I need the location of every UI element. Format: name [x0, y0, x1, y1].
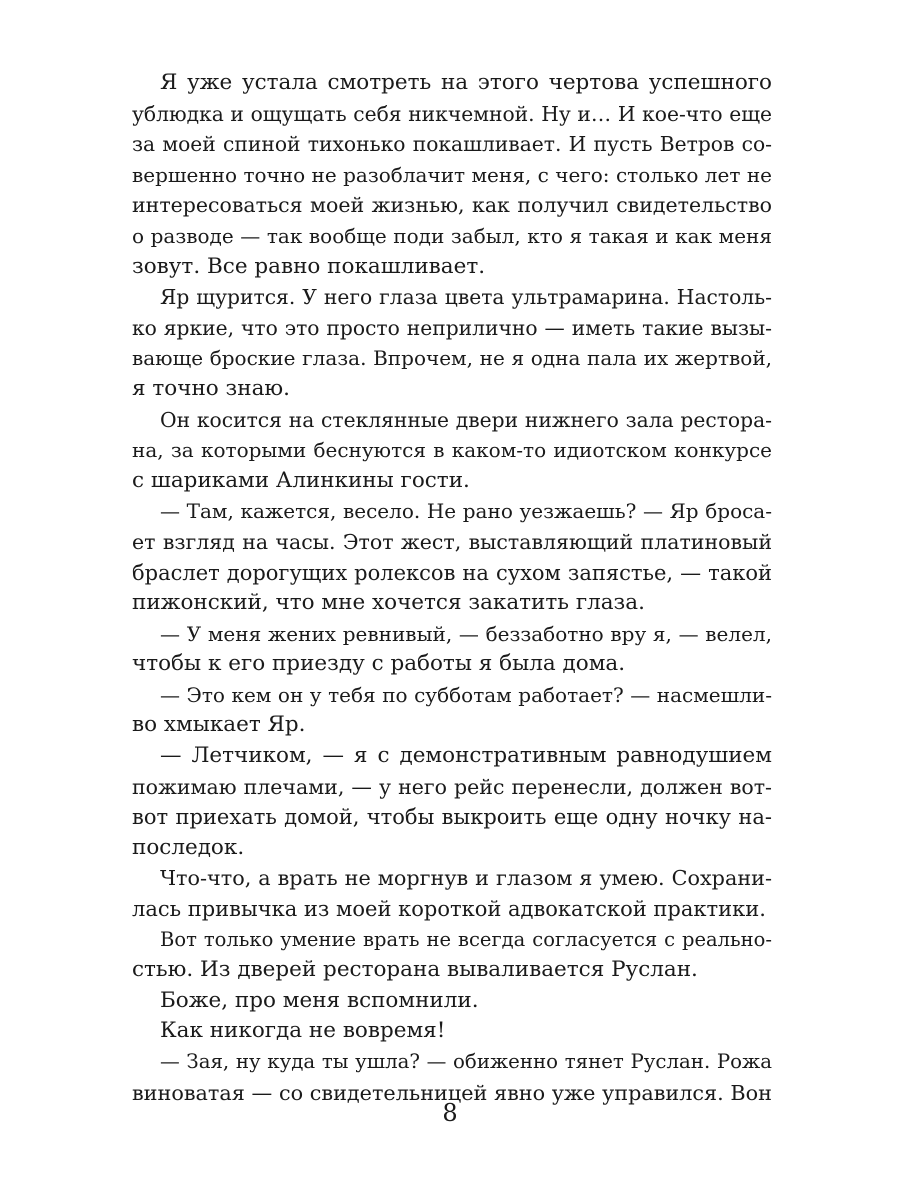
text-line: зовут. Все равно покашливает. — [132, 253, 486, 279]
text-line: вершенно точно не разоблачит меня, с чего: столько лет не — [132, 162, 772, 187]
text-line: — Летчиком, — я с демонстративным равнодушием — [160, 743, 772, 769]
text-line: Вот только умение врать не всегда согласуется с реально- — [160, 927, 772, 951]
text-line: — Это кем он у тебя по субботам работает? — насмешли- — [160, 682, 772, 707]
text-line: ет взгляд на часы. Этот жест, выставляющий платиновый — [132, 529, 772, 554]
text-line: лась привычка из моей короткой адвокатской практики. — [132, 897, 766, 922]
text-line: ублюдка и ощущать себя никчемной. Ну и… И кое-что еще — [132, 101, 772, 126]
text-line: последок. — [132, 834, 245, 860]
text-line: — У меня жених ревнивый, — беззаботно вру я, — велел, — [160, 621, 772, 646]
text-line: — Там, кажется, весело. Не рано уезжаешь? — Яр броса- — [160, 499, 772, 524]
text-line: Я уже устала смотреть на этого чертова успешного — [160, 70, 772, 95]
text-line: на, за которыми беснуются в каком-то идиотском конкурсе — [132, 438, 772, 463]
body-text — [132, 68, 772, 1108]
text-line: ко яркие, что это просто неприлично — иметь такие вызы- — [132, 315, 772, 340]
text-line: Что-что, а врать не моргнув и глазом я умею. Сохрани- — [160, 866, 772, 891]
page-number: 8 — [442, 1099, 458, 1127]
text-line: — Зая, ну куда ты ушла? — обиженно тянет Руслан. Рожа — [160, 1050, 772, 1073]
text-line: вающе броские глаза. Впрочем, не я одна пала их жертвой, — [132, 346, 772, 371]
text-line: Как никогда не вовремя! — [160, 1018, 446, 1044]
text-line: виноватая — со свидетельницей явно уже управился. Вон — [132, 1080, 772, 1105]
text-line: Боже, про меня вспомнили. — [160, 987, 479, 1013]
text-line: я точно знаю. — [132, 375, 290, 401]
text-line: чтобы к его приезду с работы я была дома. — [132, 651, 626, 677]
text-line: пожимаю плечами, — у него рейс перенесли, должен вот- — [132, 774, 772, 799]
text-line: интересоваться моей жизнью, как получил свидетельство — [132, 193, 772, 218]
text-line: с шариками Алинкины гости. — [132, 467, 470, 493]
text-line: браслет дорогущих ролексов на сухом запястье, — такой — [132, 560, 772, 585]
text-line: стью. Из дверей ресторана вываливается Руслан. — [132, 957, 698, 983]
text-line: Яр щурится. У него глаза цвета ультрамарина. Настоль- — [160, 285, 772, 310]
text-line: Он косится на стеклянные двери нижнего зала рестора- — [160, 407, 772, 432]
text-line: за моей спиной тихонько покашливает. И пусть Ветров со- — [132, 132, 772, 157]
text-line: вот приехать домой, чтобы выкроить еще одну ночку на- — [132, 805, 772, 830]
text-line: во хмыкает Яр. — [132, 712, 306, 738]
text-line: пижонский, что мне хочется закатить глаза. — [132, 590, 645, 616]
text-line: о разводе — так вообще поди забыл, кто я такая и как меня — [132, 223, 772, 248]
